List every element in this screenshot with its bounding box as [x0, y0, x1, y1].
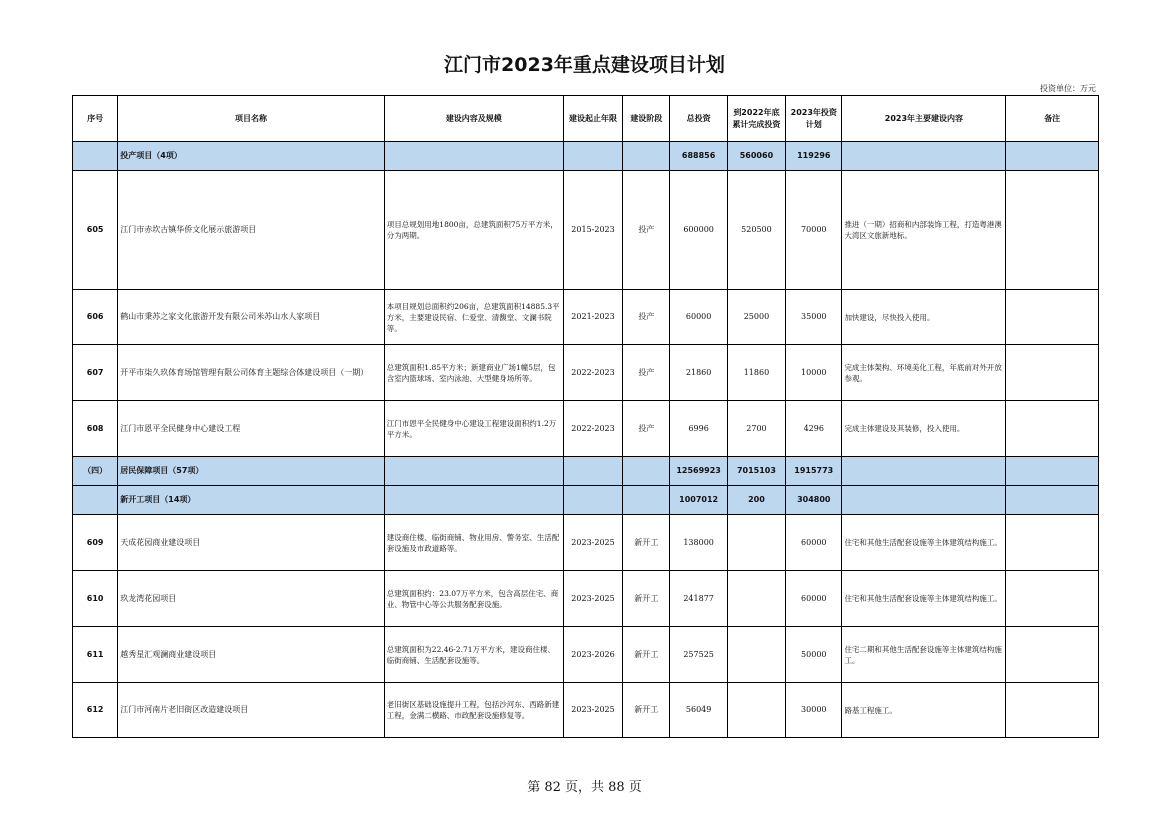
group-row-production [73, 142, 1099, 171]
page-footer: 第 82 页，共 88 页 [527, 780, 642, 795]
group-row-new-start [73, 486, 1099, 515]
group-name: 投产项目（4项） [118, 142, 385, 171]
table-row: 611 越秀星汇观澜商业建设项目 总建筑面积为22.46-2.71万平方米，建设商住楼、临街商铺、生活配套设施等。 2023-2026 新开工 257525 50000 住宅二期和其他生活配套设施等主体建筑结构施工。 [73, 627, 1099, 683]
header-main: 2023年主要建设内容 [842, 96, 1006, 142]
header-name: 项目名称 [118, 96, 385, 142]
table-row: 612 江门市河南片老旧街区改造建设项目 老旧街区基础设施提升工程，包括沙河东、西路新建工程，金满二横路、市政配套设施修复等。 2023-2025 新开工 56049 30000 路基工程施工。 [73, 683, 1099, 738]
group-row-residential [73, 457, 1099, 486]
group-done: 7015103 [727, 457, 785, 486]
header-total: 总投资 [670, 96, 727, 142]
group-no [73, 142, 118, 171]
table-row: 609 天成花园商业建设项目 建设商住楼、临街商铺、物业用房、警务室、生活配套设施及市政道路等。 2023-2025 新开工 138000 60000 住宅和其他生活配套设施等主体建筑结构施工。 [73, 515, 1099, 571]
group-total: 1007012 [670, 486, 727, 515]
group-name: 居民保障项目（57项） [118, 457, 385, 486]
group-done: 560060 [727, 142, 785, 171]
group-plan: 1915773 [786, 457, 842, 486]
table-row: 608 江门市恩平全民健身中心建设工程 江门市恩平全民健身中心建设工程建设面积约1.2万平方米。 2022-2023 投产 6996 2700 4296 完成主体建设及其装修，投入使用。 [73, 401, 1099, 457]
header-plan: 2023年投资计划 [786, 96, 842, 142]
header-content: 建设内容及规模 [384, 96, 563, 142]
page-title: 江门市2023年重点建设项目计划 [444, 54, 725, 76]
header-remark: 备注 [1006, 96, 1099, 142]
header-no: 序号 [73, 96, 118, 142]
group-plan: 304800 [786, 486, 842, 515]
group-done: 200 [727, 486, 785, 515]
group-total: 688856 [670, 142, 727, 171]
group-total: 12569923 [670, 457, 727, 486]
project-table [72, 95, 1099, 738]
group-plan: 119296 [786, 142, 842, 171]
header-row [73, 96, 1099, 142]
header-period: 建设起止年限 [563, 96, 622, 142]
group-no [73, 486, 118, 515]
table-row: 610 玖龙湾花园项目 总建筑面积约：23.07万平方米，包含高层住宅、商业、物管中心等公共服务配套设施。 2023-2025 新开工 241877 60000 住宅和其他生活配套设施等主体建筑结构施工。 [73, 571, 1099, 627]
table-row: 607 开平市柒久玖体育场馆管理有限公司体育主题综合体建设项目（一期） 总建筑面积1.85平方米；新建商业广场1幢5层，包含室内篮球场、室内泳池、大型健身场所等。 2022-2023 投产 21860 11860 10000 完成主体架构、环境美化工程，年底前对外开放参观。 [73, 345, 1099, 401]
group-name: 新开工项目（14项） [118, 486, 385, 515]
unit-note: 投资单位：万元 [1040, 84, 1096, 93]
header-done: 到2022年底累计完成投资 [727, 96, 785, 142]
table-row: 606 鹤山市秉苏之家文化旅游开发有限公司米苏山水人家项目 本项目规划总面积约206亩，总建筑面积14885.3平方米，主要建设民宿、仁爱堂、清馥堂、文澜书院等。 2021-2023 投产 60000 25000 35000 加快建设，尽快投入使用。 [73, 290, 1099, 345]
table-row: 605 江门市赤坎古镇华侨文化展示旅游项目 项目总规划用地1800亩，总建筑面积75万平方米，分为两期。 2015-2023 投产 600000 520500 70000 推进（一期）招商和内部装饰工程，打造粤港澳大湾区文旅新地标。 [73, 171, 1099, 290]
header-stage: 建设阶段 [623, 96, 670, 142]
group-no: （四） [73, 457, 118, 486]
